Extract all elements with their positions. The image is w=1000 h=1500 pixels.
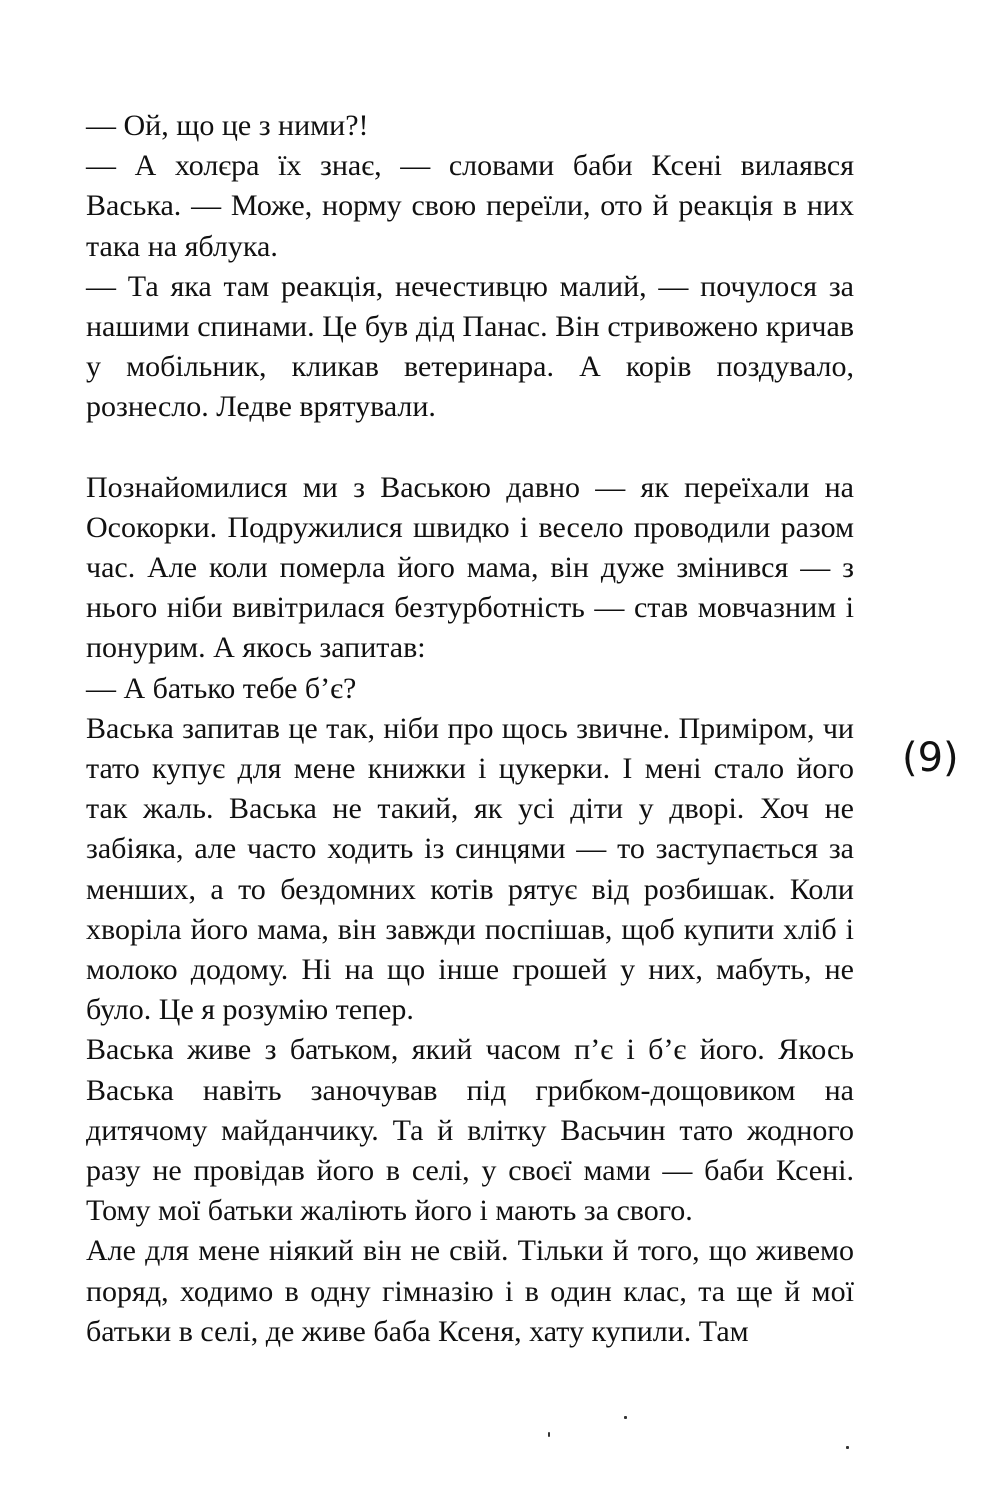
dialogue-line: — Та яка там реакція, нечестивцю малий, — почулося за нашими спинами. Це був дід Панас. Він стривожено кричав у мобільник, кликав ветеринара. А корів поздувало, рознесло. Ледве врятували. — [86, 269, 854, 424]
dialogue-line: — Ой, що це з ними?! — [86, 109, 369, 142]
page-number: (9) — [902, 735, 959, 781]
dialogue-line: — А батько тебе б’є? — [86, 671, 357, 705]
print-speck — [846, 1446, 849, 1449]
section-break — [86, 428, 854, 468]
paragraph: Познайомилися ми з Ваською давно — як переїхали на Осокорки. Подружилися швидко і весело проводили разом час. Але коли померла його мама, він дуже змінився — з нього ніби вивітрилася безтурботність — став мовчазним і понурим. А якось запитав: — [86, 470, 854, 665]
paragraph: Васька запитав це так, ніби про щось звичне. Приміром, чи тато купує для мене книжки і цукерки. І мені стало його так жаль. Васька не такий, як усі діти у дворі. Хоч не забіяка, але часто ходить із синцями — то заступається за менших, а то бездомних котів рятує від розбишак. Коли хворіла його мама, він завжди поспішав, щоб купити хліб і молоко додому. Ні на що інше грошей у них, мабуть, не було. Це я розумію тепер. — [86, 711, 854, 1027]
page-text — [86, 106, 854, 1352]
print-speck — [624, 1416, 627, 1419]
paragraph: Але для мене ніякий він не свій. Тільки й того, що живемо поряд, ходимо в одну гімназію і в один клас, та ще й мої батьки в селі, де живе баба Ксеня, хату купили. Там — [86, 1234, 854, 1348]
paragraph: Васька живе з батьком, який часом п’є і б’є його. Якось Васька навіть заночував під грибком-дощовиком на дитячому майданчику. Та й влітку Васьчин тато жодного разу не провідав його в селі, у своєї мами — баби Ксені. Тому мої батьки жаліють його і мають за свого. — [86, 1033, 854, 1228]
dialogue-line: — А холєра їх знає, — словами баби Ксені вилаявся Васька. — Може, норму свою переїли, ото й реакція в них така на яблука. — [86, 149, 854, 263]
print-speck — [548, 1432, 550, 1437]
